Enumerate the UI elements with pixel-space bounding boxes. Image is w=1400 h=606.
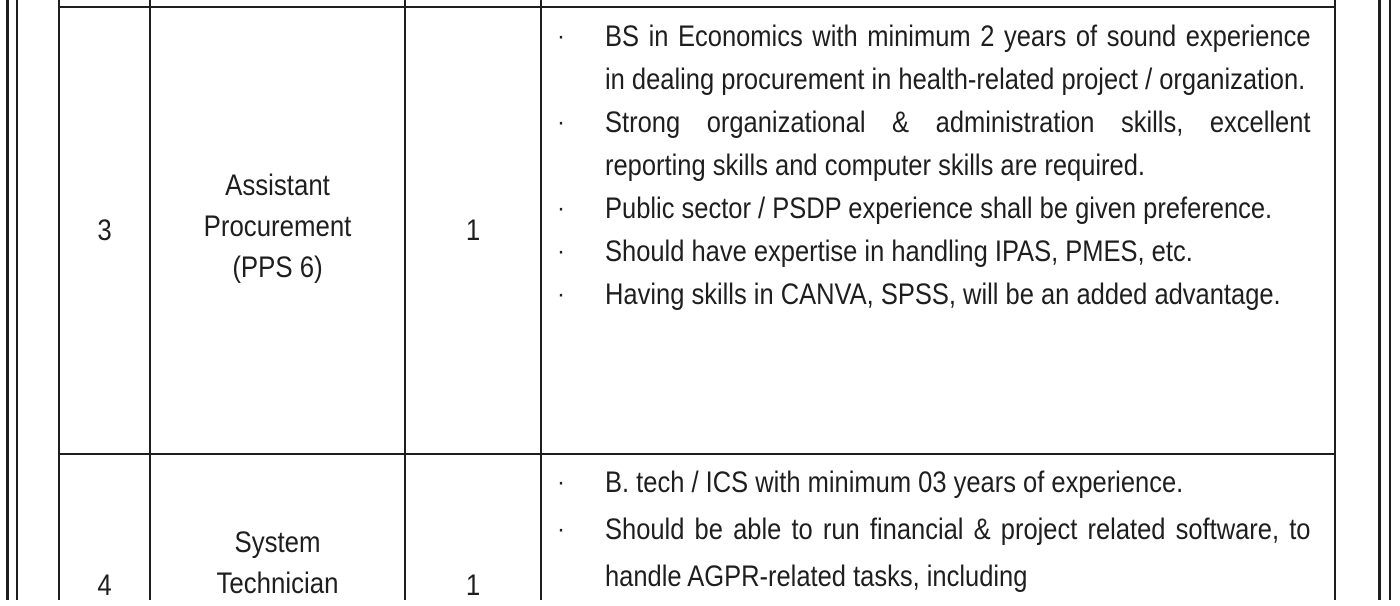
bullet-icon: · <box>557 109 565 136</box>
requirements-list <box>545 459 1335 600</box>
bullet-icon: · <box>557 238 565 265</box>
requirement-item <box>545 506 1335 600</box>
post-title-line: System <box>234 526 321 559</box>
requirement-text: B. tech / ICS with minimum 03 years of experience. <box>605 466 1184 499</box>
requirement-text: Public sector / PSDP experience shall be given preference. <box>605 192 1273 225</box>
requirement-text: Should be able to run financial & project related software, to handle AGPR-related tasks, including <box>605 513 1311 593</box>
frame-border-right-inner <box>1378 0 1381 600</box>
post-title-line: (PPS 6) <box>232 251 323 284</box>
requirement-text: Having skills in CANVA, SPSS, will be an added advantage. <box>605 278 1281 311</box>
post-title-cell <box>169 165 387 288</box>
table-column-divider <box>404 0 406 600</box>
table-column-divider <box>149 0 151 600</box>
bullet-icon: · <box>557 281 565 308</box>
requirement-item <box>545 230 1335 273</box>
post-title-line: Technician <box>216 567 339 600</box>
post-title-line: Procurement <box>203 210 352 243</box>
table-row-divider <box>58 6 1336 8</box>
positions-count-cell: 1 <box>465 214 481 247</box>
serial-number-cell: 3 <box>97 214 112 247</box>
table-row-divider <box>58 453 1336 455</box>
requirement-text: Should have expertise in handling IPAS, PMES, etc. <box>605 235 1193 268</box>
requirement-item <box>545 187 1335 230</box>
serial-number-cell: 4 <box>97 569 112 602</box>
requirement-text: BS in Economics with minimum 2 years of sound experience in dealing procurement in health-related project / organization. <box>605 20 1311 96</box>
requirement-item <box>545 459 1335 506</box>
post-title-line: Assistant <box>225 169 330 202</box>
bullet-icon: · <box>557 516 565 543</box>
requirement-text: Strong organizational & administration skills, excellent reporting skills and computer skills are required. <box>605 106 1311 182</box>
frame-border-left-inner <box>16 0 18 600</box>
table-column-divider <box>58 0 60 600</box>
bullet-icon: · <box>557 23 565 50</box>
requirement-item <box>545 15 1335 101</box>
bullet-icon: · <box>557 195 565 222</box>
bullet-icon: · <box>557 469 565 496</box>
frame-border-left-outer <box>6 0 9 600</box>
post-title-cell <box>169 522 387 604</box>
frame-border-right-outer <box>1389 0 1391 600</box>
requirement-item <box>545 101 1335 187</box>
positions-count-cell: 1 <box>465 569 481 602</box>
requirement-item <box>545 273 1335 316</box>
table-column-divider <box>540 0 542 600</box>
requirements-list <box>545 15 1335 316</box>
